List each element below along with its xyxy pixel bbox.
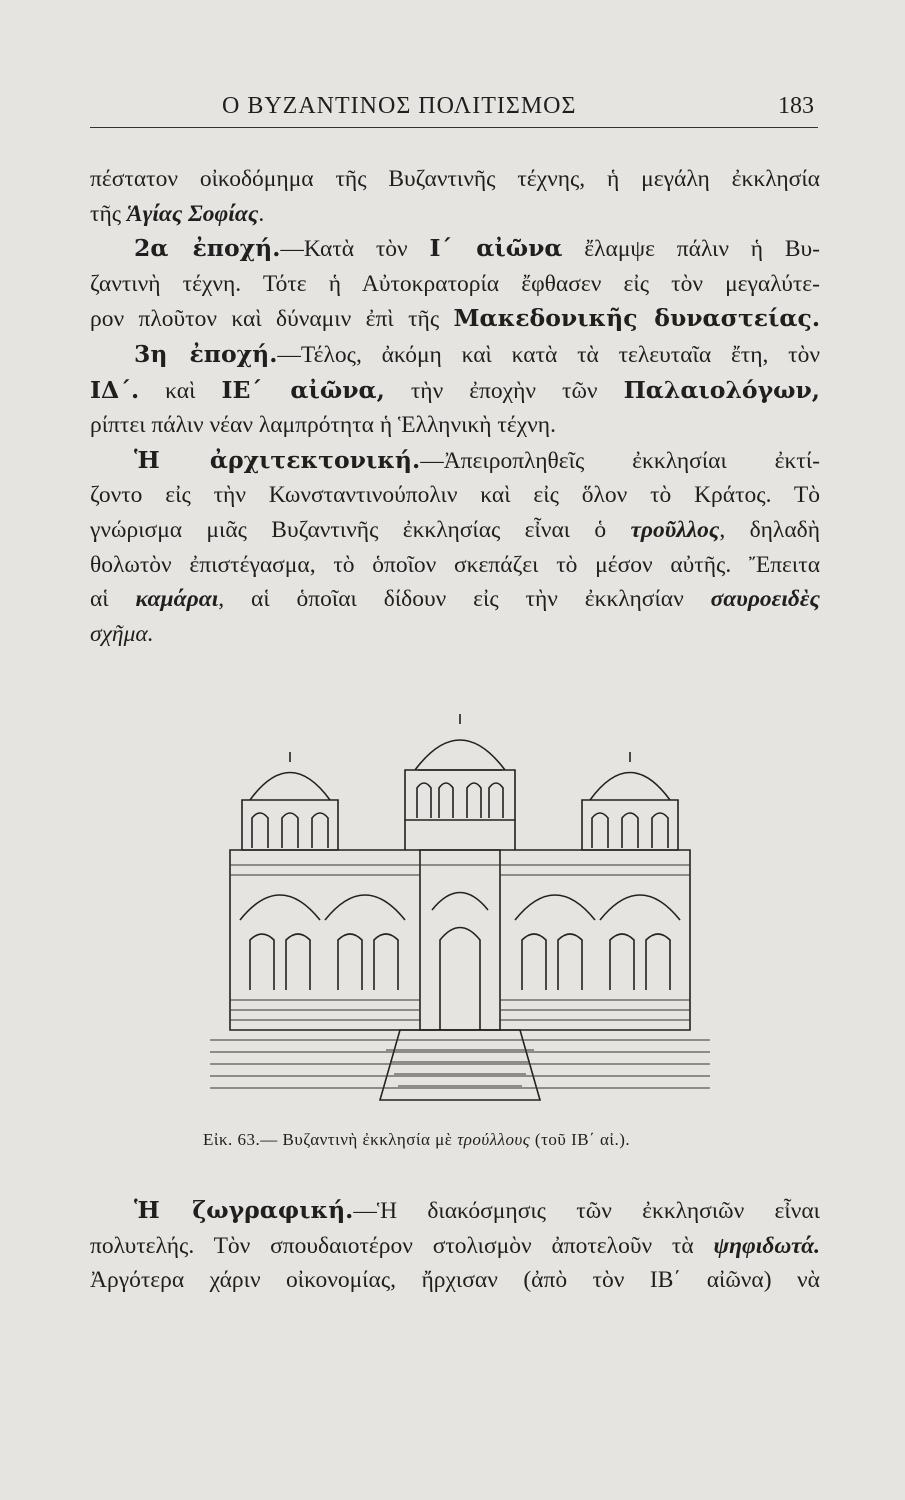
emphasis-mosaics: ψηφιδωτά.: [713, 1232, 820, 1259]
section-heading-2nd-era: 2α ἐποχή.: [134, 234, 281, 263]
text-line: 2α ἐποχή.—Κατὰ τὸν Ι΄ αἰῶνα ἔλαμψε πάλιν ἡ Βυ-: [134, 234, 820, 263]
text-line: ΙΔ΄. καὶ ΙΕ΄ αἰῶνα, τὴν ἐποχὴν τῶν Παλαιολόγων,: [90, 375, 820, 404]
figure-caption: Εἰκ. 63.— Βυζαντινὴ ἐκκλησία μὲ τρούλλους (τοῦ ΙΒ΄ αἰ.).: [203, 1130, 631, 1149]
text-line: πολυτελής. Τὸν σπουδαιοτέρον στολισμὸν ἀποτελοῦν τὰ ψηφιδωτά.: [90, 1232, 820, 1259]
text-line: Ἡ ζωγραφική.—Ἡ διακόσμησις τῶν ἐκκλησιῶν εἶναι: [134, 1196, 820, 1224]
emphasis-macedonian-dynasty: Μακεδονικῆς δυναστείας.: [453, 304, 821, 333]
text-line: ζαντινὴ τέχνη. Τότε ἡ Αὐτοκρατορία ἔφθασεν εἰς τὸν μεγαλύτε-: [90, 270, 820, 297]
text-line: γνώρισμα μιᾶς Βυζαντινῆς ἐκκλησίας εἶναι ὁ τροῦλλος, δηλαδὴ: [90, 516, 820, 543]
running-title: Ο ΒΥΖΑΝΤΙΝΟΣ ΠΟΛΙΤΙΣΜΟΣ: [222, 93, 577, 119]
text-line: αἱ καμάραι, αἱ ὁποῖαι δίδουν εἰς τὴν ἐκκλησίαν σαυροειδὲς: [90, 586, 820, 613]
text-line: Ἀργότερα χάριν οἰκονομίας, ἤρχισαν (ἀπὸ τὸν ΙΒ΄ αἰῶνα) νὰ: [90, 1267, 820, 1294]
text-line: 3η ἐποχή.—Τέλος, ἀκόμη καὶ κατὰ τὰ τελευταῖα ἔτη, τὸν: [134, 339, 820, 368]
emphasis-cruciform: σαυροειδὲς: [710, 586, 820, 613]
text-line: ρον πλοῦτον καὶ δύναμιν ἐπὶ τῆς Μακεδονικῆς δυναστείας.: [90, 304, 821, 333]
church-illustration: [210, 700, 710, 1110]
text-line: θολωτὸν ἐπιστέγασμα, τὸ ὁποῖον σκεπάζει τὸ μέσον αὐτῆς. Ἔπειτα: [90, 551, 820, 578]
text-line: ζοντο εἰς τὴν Κωνσταντινούπολιν καὶ εἰς ὅλον τὸ Κράτος. Τὸ: [90, 482, 820, 509]
section-heading-3rd-era: 3η ἐποχή.: [134, 339, 278, 368]
emphasis-palaiologoi: Παλαιολόγων,: [623, 375, 820, 404]
running-header: [90, 93, 818, 128]
section-heading-painting: Ἡ ζωγραφική.: [134, 1196, 354, 1224]
emphasis-troullos: τροῦλλος: [630, 516, 720, 543]
body-text-bottom: [90, 1193, 820, 1298]
text-line: πέστατον οἰκοδόμημα τῆς Βυζαντινῆς τέχνης, ἡ μεγάλη ἐκκλησία: [90, 166, 820, 192]
body-text-top: [90, 162, 820, 651]
text-line: Ἡ ἀρχιτεκτονική.—Ἀπειροπληθεῖς ἐκκλησίαι ἐκτί-: [134, 445, 820, 474]
emphasis-kamarai: καμάραι: [135, 586, 219, 613]
text-line: ρίπτει πάλιν νέαν λαμπρότητα ἡ Ἑλληνικὴ τέχνη.: [90, 412, 556, 439]
emphasis-hagia-sophia: Ἁγίας Σοφίας: [126, 200, 259, 227]
page-number: 183: [778, 93, 814, 119]
section-heading-architecture: Ἡ ἀρχιτεκτονική.: [134, 445, 421, 474]
text-line: τῆς Ἁγίας Σοφίας.: [90, 200, 265, 227]
text-line: σχῆμα.: [90, 620, 154, 647]
